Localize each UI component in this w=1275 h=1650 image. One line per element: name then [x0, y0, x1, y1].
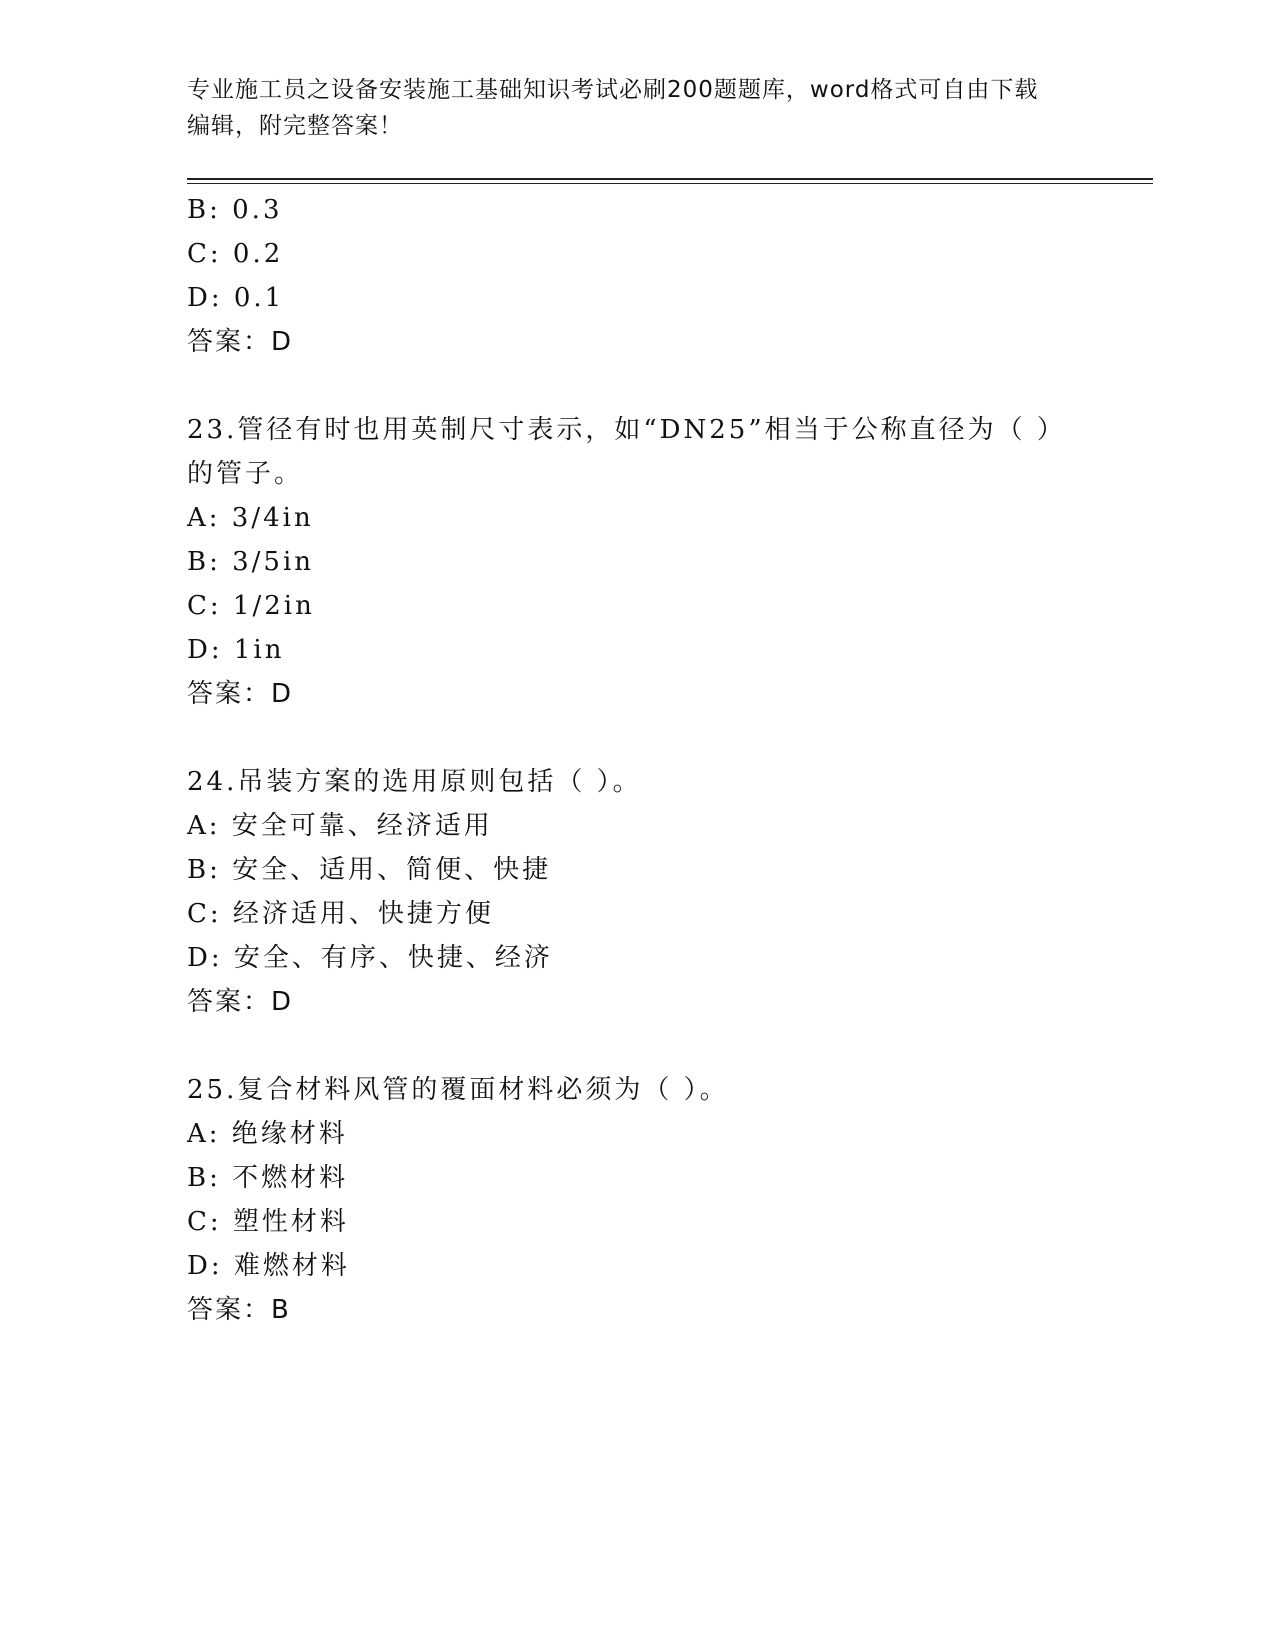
q23-stem-line1: 23.管径有时也用英制尺寸表示，如“DN25”相当于公称直径为（ ）	[187, 415, 1066, 445]
q24-option-a: A: 安全可靠、经济适用	[187, 811, 493, 841]
q23-answer: 答案：D	[187, 679, 294, 709]
q24-option-d: D: 安全、有序、快捷、经济	[187, 943, 553, 973]
q25-stem: 25.复合材料风管的覆面材料必须为（ ）。	[187, 1075, 729, 1105]
header-title-line1: 专业施工员之设备安装施工基础知识考试必刷200题题库，word格式可自由下载	[187, 77, 1039, 103]
q24-option-c: C: 经济适用、快捷方便	[187, 899, 494, 929]
document-header	[187, 72, 1087, 144]
q25-option-c: C: 塑性材料	[187, 1207, 349, 1237]
q25-option-d: D: 难燃材料	[187, 1251, 350, 1281]
q23-option-d: D: 1in	[187, 635, 285, 665]
q23-option-b: B: 3/5in	[187, 547, 315, 577]
q22-option-b: B: 0.3	[187, 195, 283, 225]
header-divider-thin	[187, 183, 1153, 184]
q24-stem: 24.吊装方案的选用原则包括（ ）。	[187, 767, 642, 797]
q23-option-a: A: 3/4in	[187, 503, 314, 533]
q25-answer: 答案：B	[187, 1295, 291, 1325]
q22-option-c: C: 0.2	[187, 239, 284, 269]
header-title-line2: 编辑，附完整答案！	[187, 113, 403, 139]
q25-option-b: B: 不燃材料	[187, 1163, 349, 1193]
q22-option-d: D: 0.1	[187, 283, 285, 313]
q24-option-b: B: 安全、适用、简便、快捷	[187, 855, 552, 885]
q24-answer: 答案：D	[187, 987, 294, 1017]
q23-option-c: C: 1/2in	[187, 591, 315, 621]
q22-answer: 答案：D	[187, 327, 294, 357]
q23-stem-line2: 的管子。	[187, 459, 304, 489]
q25-option-a: A: 绝缘材料	[187, 1119, 348, 1149]
header-divider-thick	[187, 178, 1153, 180]
